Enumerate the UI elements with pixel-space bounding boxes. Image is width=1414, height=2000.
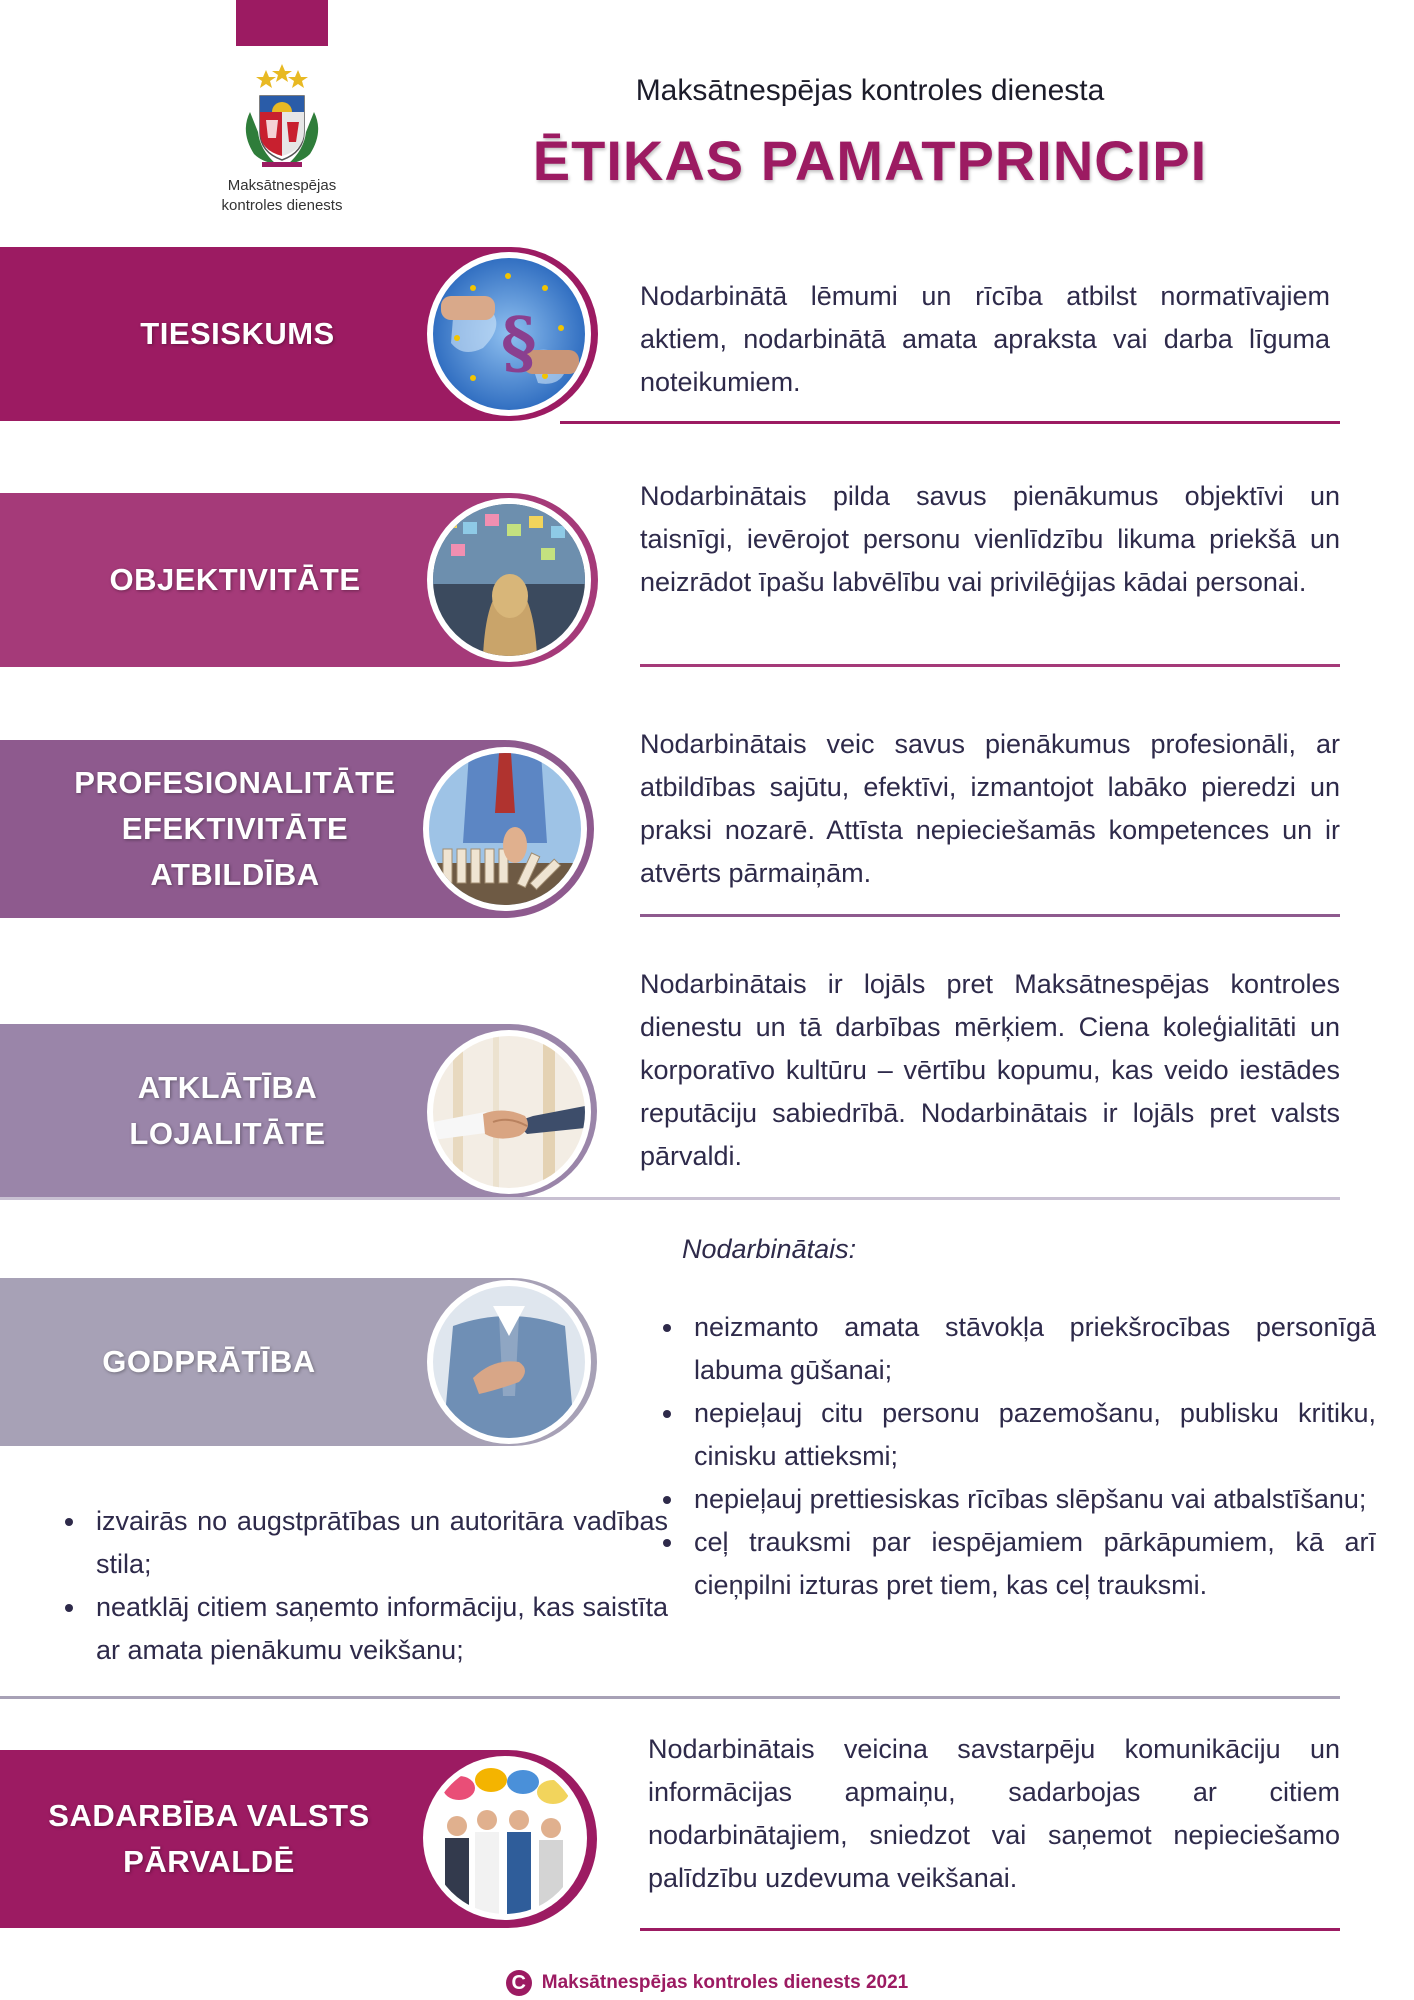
principle-label-line: PROFESIONALITĀTE [74,765,396,800]
organization-logo [200,62,364,216]
team-speech-bubbles-icon [429,1762,581,1914]
top-accent-tab [236,0,328,46]
list-item: • nepieļauj citu personu pazemošanu, publisku kritiku, cinisku attieksmi; [686,1392,1376,1478]
header-subtitle: Maksātnespējas kontroles dienesta [635,74,1105,107]
footer [0,1970,1414,1996]
page-title: ĒTIKAS PAMATPRINCIPI [532,129,1208,192]
bullet-list-left [52,1500,668,1672]
logo-text-line1: Maksātnespējas [227,177,337,194]
svg-text:§: § [501,303,537,383]
divider-rule [0,1696,1340,1699]
principle-label-line: ATBILDĪBA [150,857,320,892]
copyright-icon: C [506,1970,532,1996]
list-item: • neatklāj citiem saņemto informāciju, kas saistīta ar amata pienākumu veikšanu; [88,1586,668,1672]
principle-label-godpratiba: GODPRĀTĪBA [102,1344,316,1379]
principle-label-line: PĀRVALDĒ [123,1844,295,1879]
principle-label-objektivitate: OBJEKTIVITĀTE [109,562,361,597]
divider-rule [0,1197,1340,1200]
logo-text-line2: kontroles dienests [221,197,343,214]
principle-label-tiesiskums: TIESISKUMS [140,316,335,351]
principle-image-profesionalitate [423,747,587,911]
principle-text-profesionalitate: Nodarbinātais veic savus pienākumus profesionāli, ar atbildības sajūtu, efektīvi, izmantojot labāko pieredzi un praksi nozarē. Attīsta nepieciešamās kompetences un ir atvērts pārmaiņām. [640,729,1340,888]
divider-rule [560,421,1340,424]
principle-image-tiesiskums [427,252,591,416]
principle-intro-godpratiba: Nodarbinātais: [682,1234,857,1264]
principle-text-objektivitate: Nodarbinātais pilda savus pienākumus objektīvi un taisnīgi, ievērojot personu vienlīdzību likuma priekšā un neizrādot īpašu labvēlību vai privilēģijas kādai personai. [640,481,1340,597]
principle-label-atklatiba [0,1024,455,1198]
hand-stopping-dominoes-icon [429,753,581,905]
principle-image-godpratiba [427,1280,591,1444]
principle-label-line: LOJALITĀTE [129,1116,326,1151]
hand-on-heart-icon [433,1286,585,1438]
list-item: • ceļ trauksmi par iespējamiem pārkāpumiem, kā arī cieņpilni izturas pret tiem, kas ceļ trauksmi. [686,1521,1376,1607]
principle-label-line: EFEKTIVITĀTE [121,811,349,846]
handshake-icon [433,1036,585,1188]
principle-image-atklatiba [427,1030,591,1194]
principle-text-atklatiba: Nodarbinātais ir lojāls pret Maksātnespējas kontroles dienestu un tā darbības mērķiem. Ciena koleģialitāti un korporatīvo kultūru – vērtību kopumu, kas veido iestādes reputāciju sabiedrībā. Nodarbinātais ir lojāls pret valsts pārvaldi. [640,969,1340,1171]
handshake-paragraph-icon [433,258,585,410]
divider-rule [640,664,1340,667]
principle-label-line: SADARBĪBA VALSTS [48,1798,370,1833]
list-item: • neizmanto amata stāvokļa priekšrocības personīgā labuma gūšanai; [686,1306,1376,1392]
principle-label-profesionalitate [0,740,470,918]
principle-text-sadarbiba: Nodarbinātais veicina savstarpēju komunikāciju un informācijas apmaiņu, sadarbojas ar citiem nodarbinātajiem, sniedzot vai saņemot nepieciešamo palīdzību uzdevuma veikšanai. [648,1734,1340,1893]
bullet-list-right [650,1306,1376,1607]
divider-rule [640,914,1340,917]
coat-of-arms-icon [232,62,332,170]
principle-image-objektivitate [427,498,591,662]
woman-at-board-icon [433,504,585,656]
principle-label-sadarbiba [0,1750,418,1928]
list-item: • nepieļauj prettiesiskas rīcības slēpšanu vai atbalstīšanu; [686,1478,1376,1521]
divider-rule [640,1928,1340,1931]
list-item: • izvairās no augstprātības un autoritāra vadības stila; [88,1500,668,1586]
principle-text-tiesiskums: Nodarbinātā lēmumi un rīcība atbilst normatīvajiem aktiem, nodarbinātā amata apraksta vai darba līguma noteikumiem. [640,281,1330,397]
principle-image-sadarbiba [423,1756,587,1920]
footer-text: Maksātnespējas kontroles dienests 2021 [541,1972,909,1994]
principle-label-line: ATKLĀTĪBA [137,1070,318,1105]
